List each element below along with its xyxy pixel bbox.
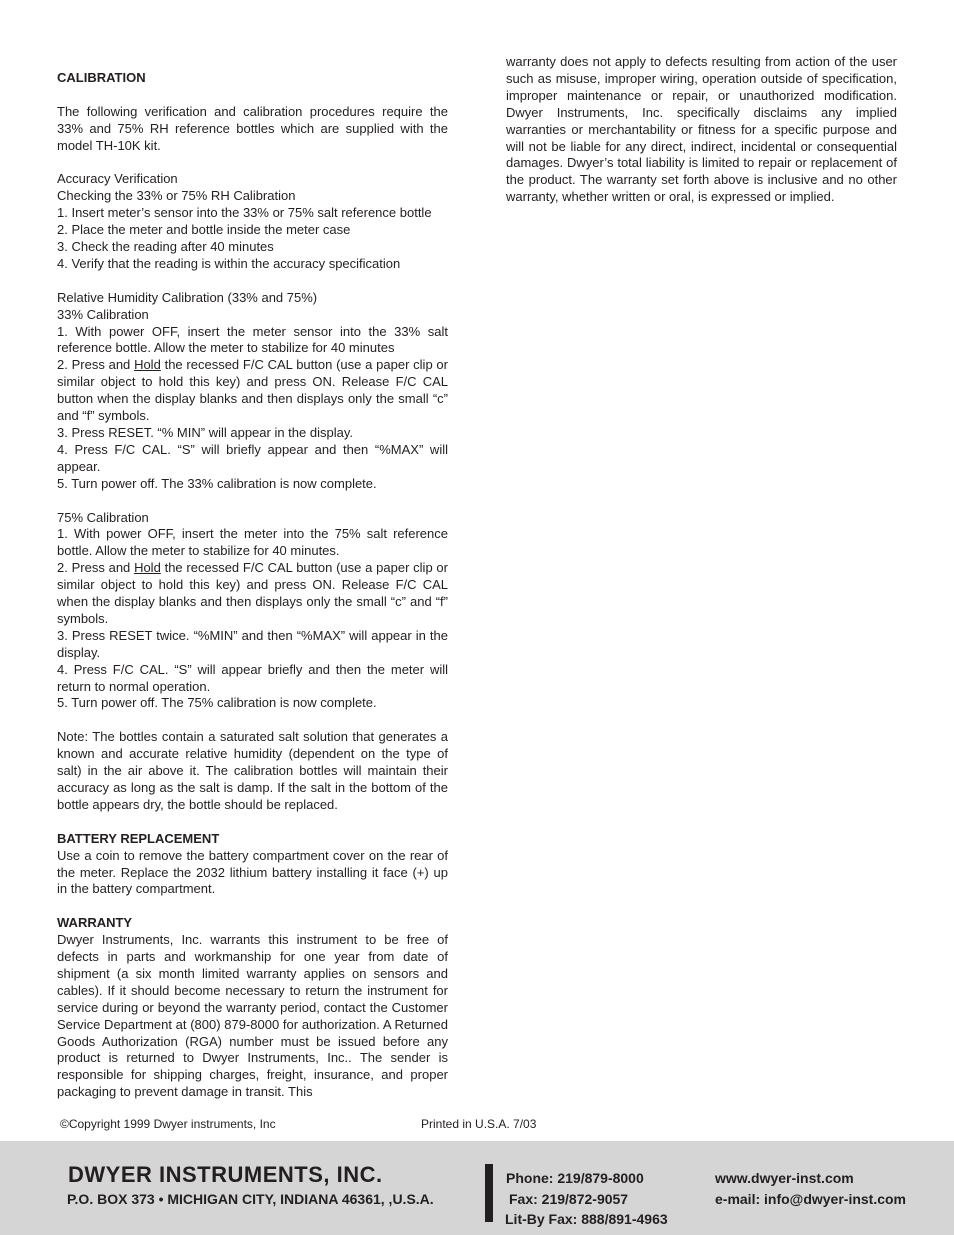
footer-bar (0, 1141, 954, 1235)
cal33-step: 5. Turn power off. The 33% calibration is now complete. (57, 475, 377, 491)
cal33-title: 33% Calibration (57, 306, 149, 322)
calibration-heading: CALIBRATION (57, 70, 146, 85)
warranty-heading: WARRANTY (57, 915, 133, 931)
printed-text: Printed in U.S.A. 7/03 (421, 1117, 537, 1131)
website-link[interactable]: www.dwyer-inst.com (715, 1170, 854, 1186)
email-link[interactable]: e-mail: info@dwyer-inst.com (715, 1191, 907, 1207)
cal75-step: 1. With power OFF, insert the meter into the 75% salt reference bottle. Allow the meter to stabilize for 40 minutes. (57, 526, 448, 559)
cal33-step: 1. With power OFF, insert the meter sensor into the 33% salt reference bottle. Allow the meter to stabilize for 40 minutes (57, 323, 448, 356)
step-text: 2. Press and (57, 357, 135, 373)
cal75-step (57, 560, 448, 628)
cal75-step: 5. Turn power off. The 75% calibration is now complete. (57, 695, 377, 711)
footer-divider (485, 1164, 493, 1222)
calibration-intro: The following verification and calibration procedures require the 33% and 75% RH reference bottles which are supplied with the model TH-10K kit. (57, 103, 448, 153)
accuracy-step: 2. Place the meter and bottle inside the meter case (57, 222, 351, 238)
step-text: the recessed F/C CAL button (use a paper clip or similar object to hold this key) and press ON. Release F/C CAL button when the display blanks and then displays only the small “c” and “f” symbols. (57, 357, 448, 424)
accuracy-step: 4. Verify that the reading is within the accuracy specification (57, 255, 401, 271)
step-text: the recessed F/C CAL button (use a paper clip or similar object to hold this key) and press ON. Release F/C CAL when the display blanks and then displays only the small “c” and “f” symbols. (57, 560, 448, 626)
rh-calibration-title: Relative Humidity Calibration (33% and 75%) (57, 289, 318, 305)
company-name: DWYER INSTRUMENTS, INC. (68, 1162, 383, 1187)
accuracy-step: 3. Check the reading after 40 minutes (57, 239, 274, 255)
cal75-step: 4. Press F/C CAL. “S” will appear briefly and then the meter will return to normal operation. (57, 661, 448, 694)
cal33-step: 4. Press F/C CAL. “S” will briefly appear and then “%MAX” will appear. (57, 441, 448, 474)
right-column (506, 54, 897, 206)
step-text: 2. Press and (57, 560, 135, 576)
cal75-title: 75% Calibration (57, 509, 149, 525)
fax-number: Fax: 219/872-9057 (509, 1191, 629, 1207)
battery-text: Use a coin to remove the battery compartment cover on the rear of the meter. Replace the 2032 lithium battery installing it face (+) up in the battery compartment. (57, 847, 448, 897)
hold-text: Hold (134, 560, 161, 576)
accuracy-subtitle: Checking the 33% or 75% RH Calibration (57, 188, 296, 204)
calibration-note: Note: The bottles contain a saturated salt solution that generates a known and accurate relative humidity (dependent on the type of salt) in the air above it. The calibration bottles will maintain their accuracy as long as the salt is damp. If the salt in the bottom of the bottle appears dry, the bottle should be replaced. (57, 729, 448, 812)
cal33-step: 3. Press RESET. “% MIN” will appear in the display. (57, 424, 353, 440)
accuracy-step: 1. Insert meter’s sensor into the 33% or 75% salt reference bottle (57, 205, 432, 221)
phone-number: Phone: 219/879-8000 (506, 1170, 644, 1186)
cal33-step (57, 357, 448, 425)
lit-fax-number: Lit-By Fax: 888/891-4963 (505, 1211, 668, 1227)
warranty-text-continued: warranty does not apply to defects resulting from action of the user such as misuse, improper wiring, operation outside of specification, improper maintenance or repair, or unauthorized modification. Dwyer Instruments, Inc. specifically disclaims any implied warranties or merchantability or fitness for a specific purpose and will not be liable for any direct, indirect, incidental or consequential damages. Dwyer’s total liability is limited to repair or replacement of the product. The warranty set forth above is inclusive and no other warranty, whether written or oral, is expressed or implied. (506, 54, 897, 205)
cal75-step: 3. Press RESET twice. “%MIN” and then “%MAX” will appear in the display. (57, 627, 448, 660)
left-column (57, 70, 448, 1101)
company-address: P.O. BOX 373 • MICHIGAN CITY, INDIANA 46361, ,U.S.A. (67, 1191, 434, 1207)
warranty-text: Dwyer Instruments, Inc. warrants this instrument to be free of defects in parts and workmanship for one year from date of shipment (a six month limited warranty applies on sensors and cables). If it should become necessary to return the instrument for service during or beyond the warranty period, contact the Customer Service Department at (800) 879-8000 for authorization. A Returned Goods Authorization (RGA) number must be issued before any product is returned to Dwyer Instruments, Inc.. The sender is responsible for shipping charges, freight, insurance, and proper packaging to prevent damage in transit. This (57, 932, 448, 1100)
accuracy-title: Accuracy Verification (57, 171, 178, 187)
copyright-text: ©Copyright 1999 Dwyer instruments, Inc (60, 1117, 276, 1131)
hold-text: Hold (134, 357, 161, 373)
battery-heading: BATTERY REPLACEMENT (57, 830, 220, 846)
